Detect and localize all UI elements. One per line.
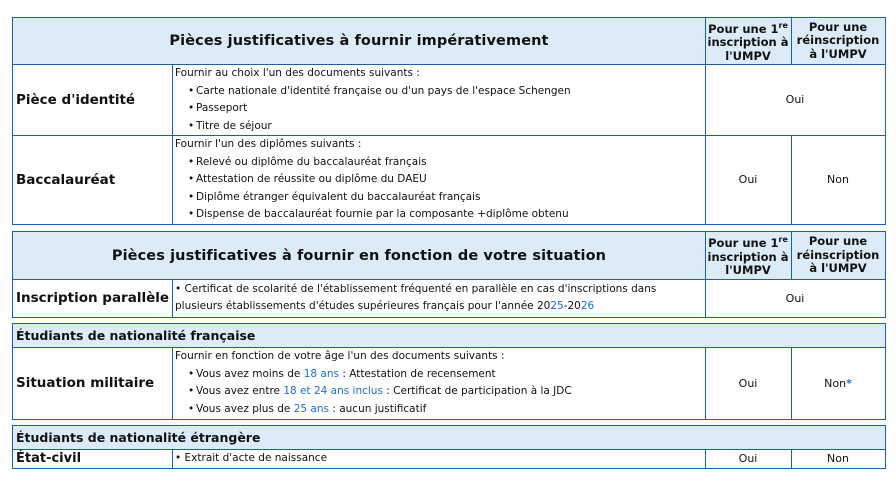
- bac-value-first: Oui: [738, 173, 758, 186]
- row-label-etatcivil: État-civil: [16, 451, 82, 466]
- list-item: • Vous avez entre 18 et 24 ans inclus : Certificat de participation à la JDC: [175, 383, 705, 401]
- etatcivil-value-first: Oui: [738, 452, 758, 465]
- list-item: • Passeport: [175, 100, 705, 118]
- bac-value-reinscription: Non: [827, 173, 849, 186]
- table-block-etrangere: [12, 425, 886, 469]
- list-item: • Carte nationale d'identité française ou d'un pays de l'espace Schengen: [175, 83, 705, 101]
- list-item: • Vous avez plus de 25 ans : aucun justificatif: [175, 401, 705, 419]
- list-item: • Diplôme étranger équivalent du baccalauréat français: [175, 189, 705, 207]
- row-label-parallele: Inscription parallèle: [16, 290, 170, 306]
- section-header-required: [13, 18, 705, 64]
- militaire-value-reinscription: Non *: [824, 376, 852, 390]
- list-item: • Dispense de baccalauréat fournie par la composante +diplôme obtenu: [175, 206, 705, 224]
- etatcivil-description: • Extrait d'acte de naissance: [175, 452, 328, 464]
- identite-description: Fournir au choix l'un des documents suivants : • Carte nationale d'identité française ou d'un pays de l'espace Schengen • Passeport • Titre de séjour: [172, 64, 705, 135]
- column-header-first-inscription: Pour une 1re inscription à l'UMPV: [705, 18, 791, 64]
- table-block-francaise: [12, 323, 886, 420]
- table-block-situation: [12, 231, 886, 318]
- list-item: • Attestation de réussite ou diplôme du DAEU: [175, 171, 705, 189]
- list-item: • Vous avez moins de 18 ans : Attestation de recensement: [175, 366, 705, 384]
- row-label-bac: Baccalauréat: [16, 171, 116, 188]
- section-header-situation: [13, 232, 705, 279]
- section-header-francaise: Étudiants de nationalité française: [13, 324, 885, 347]
- militaire-description: Fournir en fonction de votre âge l'un des documents suivants : • Vous avez moins de 18 ans : Attestation de recensement • Vous avez entre 18 et 24 ans inclus : Certificat de participation à la JDC • Vous avez plus de 25 ans : aucun justificatif: [172, 347, 705, 419]
- etatcivil-value-reinscription: Non: [827, 452, 849, 465]
- section-title: Pièces justificatives à fournir en fonction de votre situation: [111, 247, 607, 264]
- militaire-value-first: Oui: [738, 376, 758, 390]
- parallele-description: • Certificat de scolarité de l'établissement fréquenté en parallèle en cas d'inscriptions dans plusieurs établissements d'études supérieures français pour l'année 2025-2026: [175, 283, 657, 312]
- section-header-etrangere: Étudiants de nationalité étrangère: [13, 426, 885, 449]
- column-header-reinscription: Pour une réinscription à l'UMPV: [791, 18, 885, 64]
- table-block-required: [12, 17, 886, 225]
- list-item: • Titre de séjour: [175, 118, 705, 136]
- column-header-first-inscription: Pour une 1re inscription à l'UMPV: [705, 232, 791, 279]
- footnote-asterisk: *: [846, 376, 852, 390]
- row-label-identite: Pièce d'identité: [16, 91, 136, 108]
- identite-value: Oui: [785, 93, 805, 106]
- section-title: Pièces justificatives à fournir impérativement: [169, 33, 549, 49]
- list-item: • Relevé ou diplôme du baccalauréat français: [175, 154, 705, 172]
- column-header-reinscription: Pour une réinscription à l'UMPV: [791, 232, 885, 279]
- row-label-militaire: Situation militaire: [16, 375, 155, 391]
- parallele-value: Oui: [785, 291, 805, 305]
- bac-description: Fournir l'un des diplômes suivants : • Relevé ou diplôme du baccalauréat français • Attestation de réussite ou diplôme du DAEU • Diplôme étranger équivalent du baccalauréat français • Dispense de baccalauréat fournie par la composante +diplôme obtenu: [172, 135, 705, 224]
